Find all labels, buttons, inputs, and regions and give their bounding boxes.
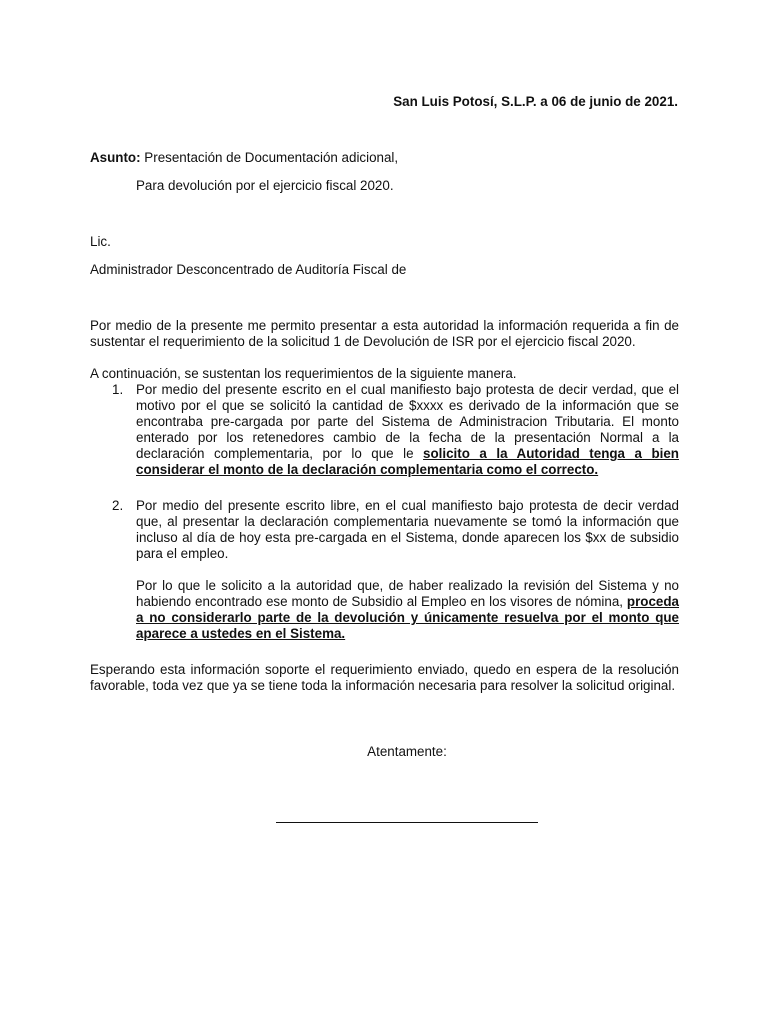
date-line: San Luis Potosí, S.L.P. a 06 de junio de 2021. (393, 94, 678, 109)
intro-line: A continuación, se sustentan los requerimientos de la siguiente manera. (90, 366, 517, 381)
recipient-title: Lic. (90, 234, 111, 249)
list-item-number: 2. (112, 498, 124, 513)
list-item-number: 1. (112, 382, 124, 397)
subject-line (90, 150, 398, 166)
subject-label: Asunto: (90, 150, 141, 165)
list-item-followup-text: Por lo que le solicito a la autoridad que, de haber realizado la revisión del Sistema y no habiendo encontrado ese monto de Subsidio al Empleo en los visores de nómina, (136, 578, 679, 609)
list-item-text: Por medio del presente escrito libre, en el cual manifiesto bajo protesta de decir verdad que, al presentar la declaración complementaria nuevamente se tomó la información que incluso al día de hoy esta pre-cargada en el Sistema, donde aparecen los $xx de subsidio para el empleo. (136, 498, 679, 561)
opening-paragraph: Por medio de la presente me permito presentar a esta autoridad la información requerida a fin de sustentar el requerimiento de la solicitud 1 de Devolución de ISR por el ejercicio fiscal 2020. (90, 318, 679, 349)
subject-line-2: Para devolución por el ejercicio fiscal 2020. (136, 178, 394, 193)
recipient-office: Administrador Desconcentrado de Auditoría Fiscal de (90, 262, 407, 277)
list-item-2 (112, 498, 679, 562)
signature-line (276, 822, 538, 823)
list-item-followup-emphasis: proceda a no considerarlo parte de la devolución y únicamente resuelva por el monto que aparece a ustedes en el Sistema. (136, 594, 679, 641)
list-item-text: Por medio del presente escrito en el cual manifiesto bajo protesta de decir verdad, que el motivo por el que se solicitó la cantidad de $xxxx es derivado de la información que se encontraba pre-cargada por parte del Sistema de Administracion Tributaria. El monto enterado por los retenedores cambio de la fecha de la presentación Normal a la declaración complementaria, por lo que le (136, 382, 679, 461)
list-item-1 (112, 382, 679, 478)
list-item-emphasis: solicito a la Autoridad tenga a bien considerar el monto de la declaración complementaria como el correcto. (136, 446, 679, 477)
subject-text: Presentación de Documentación adicional, (140, 150, 399, 165)
list-item-2-followup (136, 578, 679, 642)
closing-paragraph: Esperando esta información soporte el requerimiento enviado, quedo en espera de la resolución favorable, toda vez que ya se tiene toda la información necesaria para resolver la solicitud original. (90, 662, 679, 693)
closing-salutation: Atentamente: (367, 744, 447, 759)
